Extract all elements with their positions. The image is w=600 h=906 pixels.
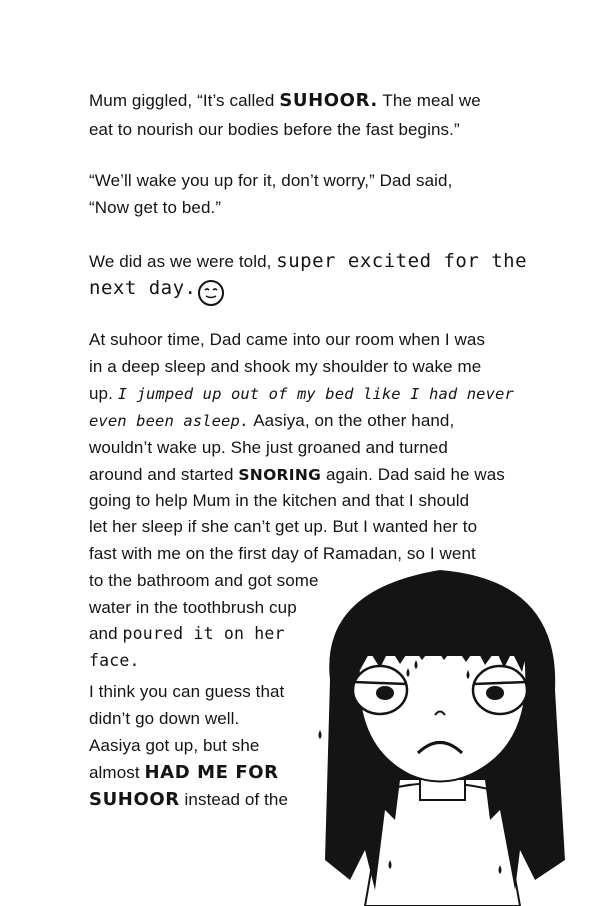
text-line: wouldn’t wake up. She just groaned and turned	[89, 438, 448, 457]
text-line: water in the toothbrush cup	[89, 598, 297, 617]
text-line	[89, 410, 454, 432]
handwritten-text: I jumped up out of my bed like I had never	[117, 385, 514, 403]
text-span: Mum giggled, “It’s called	[89, 91, 280, 110]
smiley-face-icon	[195, 277, 229, 309]
text-line: let her sleep if she can’t get up. But I wanted her to	[89, 517, 478, 536]
emphasis-snoring: SNORING	[238, 466, 322, 484]
text-line: “We’ll wake you up for it, don’t worry,” Dad said,	[89, 171, 453, 190]
handwritten-text: super excited for the	[276, 250, 528, 272]
handwritten-text: poured it on her	[122, 624, 285, 643]
emphasis-suhoor: SUHOOR.	[279, 90, 378, 111]
text-line	[89, 90, 481, 112]
text-line: Aasiya got up, but she	[89, 736, 260, 755]
emphasis-had-me-for: HAD ME FOR	[144, 762, 279, 783]
text-span: again. Dad said he was	[321, 465, 505, 484]
text-line: going to help Mum in the kitchen and that I should	[89, 491, 470, 510]
text-span: instead of the	[179, 790, 289, 809]
text-line	[89, 250, 527, 273]
text-line: “Now get to bed.”	[89, 198, 222, 217]
text-line: I think you can guess that	[89, 682, 285, 701]
text-line: in a deep sleep and shook my shoulder to wake me	[89, 357, 482, 376]
text-line: to the bathroom and got some	[89, 571, 319, 590]
text-span: and	[89, 624, 123, 643]
text-span: almost	[89, 763, 145, 782]
handwritten-text: even been asleep.	[89, 412, 250, 430]
text-span: Aasiya, on the other hand,	[249, 411, 455, 430]
handwritten-line: face.	[89, 651, 140, 670]
emphasis-suhoor: SUHOOR	[89, 789, 180, 810]
text-line: eat to nourish our bodies before the fast begins.”	[89, 120, 460, 139]
handwritten-line: next day.	[89, 277, 197, 299]
text-line	[89, 789, 288, 811]
text-line	[89, 464, 505, 486]
text-line	[89, 762, 279, 784]
text-line	[89, 383, 514, 405]
text-span: up.	[89, 384, 118, 403]
text-span: The meal we	[377, 91, 481, 110]
text-line	[89, 623, 285, 645]
text-span: We did as we were told,	[89, 252, 277, 271]
grumpy-girl-illustration	[290, 560, 600, 906]
text-line: At suhoor time, Dad came into our room when I was	[89, 330, 486, 349]
text-line: didn’t go down well.	[89, 709, 240, 728]
text-line: fast with me on the first day of Ramadan, so I went	[89, 544, 476, 563]
text-span: around and started	[89, 465, 239, 484]
